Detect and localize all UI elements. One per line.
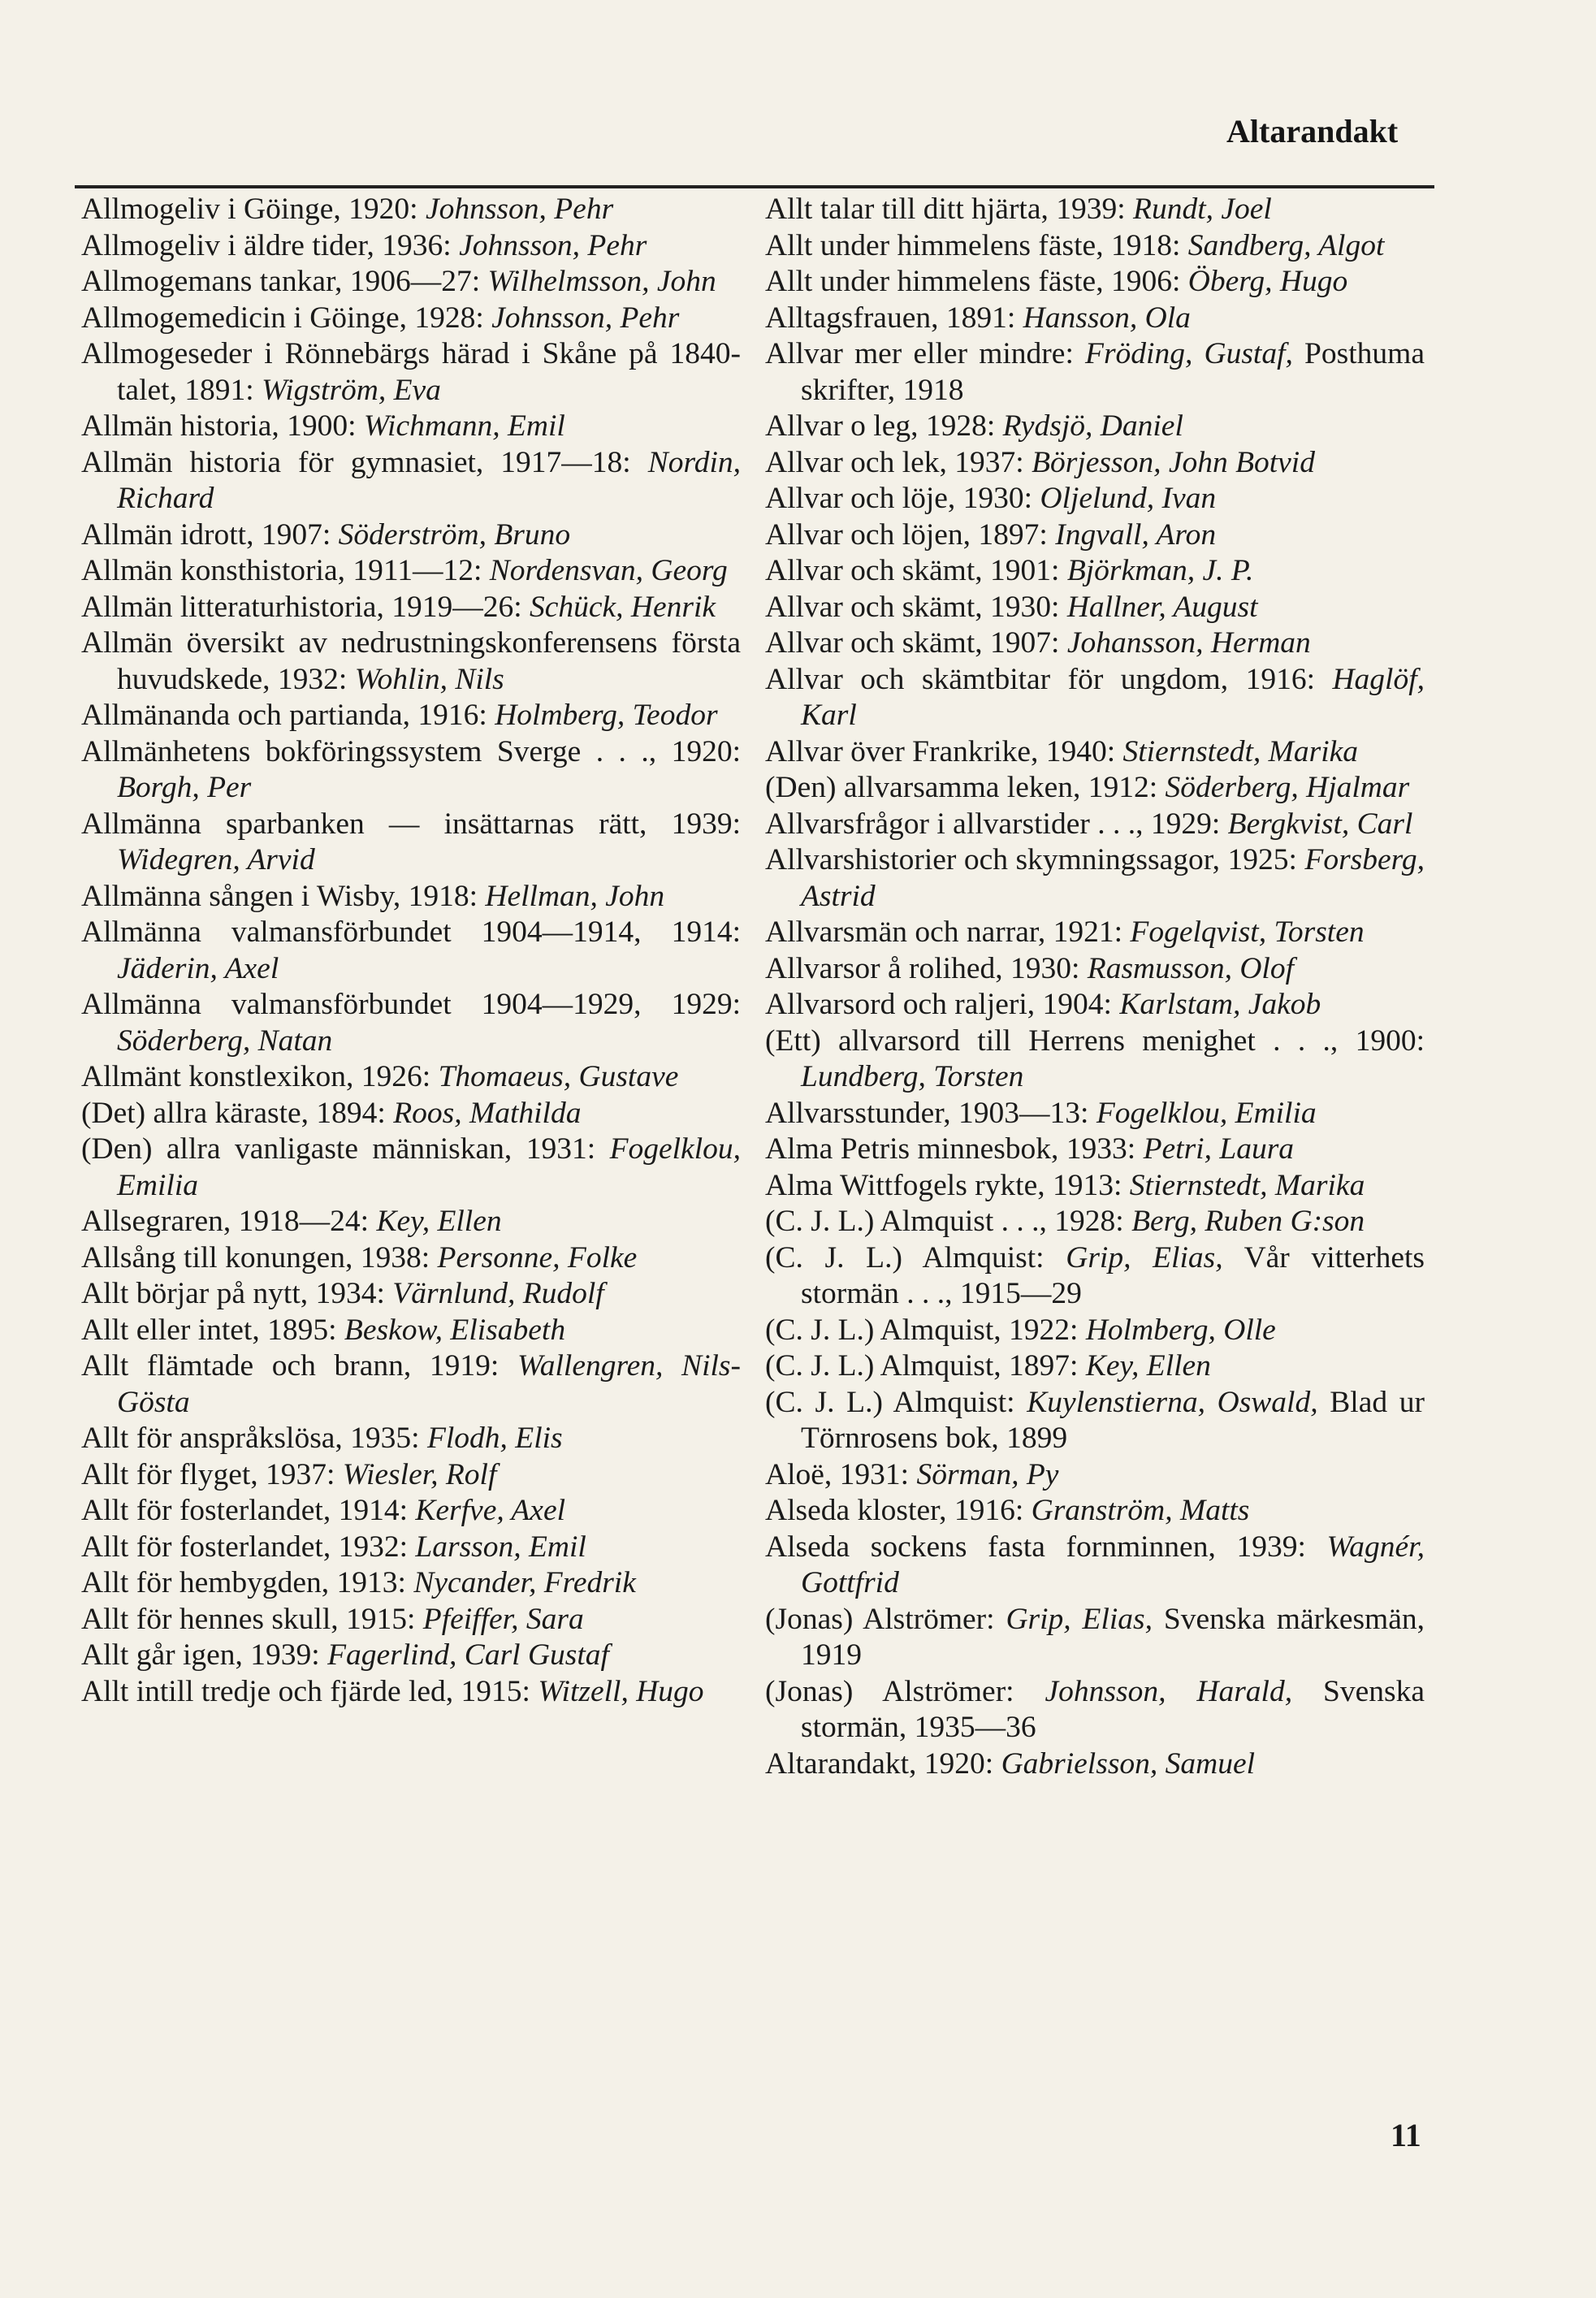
- index-entry: [765, 1674, 1425, 1746]
- entry-author: Rundt, Joel: [1133, 193, 1272, 226]
- entry-title: Allmän översikt av nedrustningskonferensens första huvudskede, 1932:: [81, 626, 741, 696]
- entry-author: Holmberg, Teodor: [495, 699, 718, 732]
- entry-title: Allvarsmän och narrar, 1921:: [765, 915, 1131, 949]
- entry-author: Karlstam, Jakob: [1119, 988, 1321, 1021]
- index-entry: [765, 590, 1425, 626]
- index-entry: [765, 553, 1425, 590]
- entry-remainder: Svenska märkesmän, 1919: [801, 1602, 1425, 1672]
- entry-author: Rydsjö, Daniel: [1002, 409, 1183, 443]
- entry-author: Söderström, Bruno: [338, 517, 571, 552]
- entry-author: Personne, Folke: [437, 1240, 638, 1275]
- index-entry: [765, 1385, 1425, 1457]
- index-entry: [81, 625, 741, 698]
- entry-title: (Jonas) Alströmer:: [765, 1602, 1006, 1636]
- index-entry: [81, 1565, 741, 1602]
- entry-title: (C. J. L.) Almquist, 1922:: [765, 1313, 1086, 1347]
- entry-title: Allmogemans tankar, 1906—27:: [81, 265, 488, 298]
- index-entry: [765, 842, 1425, 915]
- page-number: 11: [1391, 2117, 1421, 2153]
- index-entry: [765, 192, 1425, 228]
- entry-author: Stiernstedt, Marika: [1122, 734, 1359, 768]
- entry-author: Holmberg, Olle: [1085, 1313, 1276, 1347]
- entry-author: Berg, Ruben G:son: [1131, 1205, 1365, 1238]
- entry-title: Allmänna valmansförbundet 1904—1914, 1914:: [81, 915, 741, 949]
- entry-author: Sörman, Py: [916, 1457, 1059, 1491]
- entry-author: Wohlin, Nils: [354, 662, 504, 696]
- index-entry: [765, 1493, 1425, 1530]
- entry-title: Allvar och skämtbitar för ungdom, 1916:: [765, 662, 1333, 696]
- index-entry: [81, 1204, 741, 1240]
- entry-title: Allmänna valmansförbundet 1904—1929, 1929:: [81, 988, 741, 1021]
- entry-title: Allmänhetens bokföringssystem Sverge . . ., 1920:: [81, 734, 741, 768]
- entry-author: Wichmann, Emil: [363, 409, 565, 443]
- index-entry: [81, 517, 741, 554]
- entry-title: Allt talar till ditt hjärta, 1939:: [765, 193, 1134, 226]
- index-entry: [765, 662, 1425, 734]
- entry-title: Allt för hennes skull, 1915:: [81, 1602, 423, 1636]
- index-entry: [765, 807, 1425, 843]
- index-entry: [81, 1059, 741, 1096]
- entry-author: Lundberg, Torsten: [801, 1060, 1024, 1093]
- entry-title: Allt börjar på nytt, 1934:: [81, 1277, 393, 1310]
- entry-title: Alma Petris minnesbok, 1933:: [765, 1132, 1144, 1166]
- entry-author: Key, Ellen: [1085, 1349, 1211, 1383]
- right-column: [765, 192, 1425, 1782]
- entry-author: Rasmusson, Olof: [1087, 951, 1294, 985]
- entry-author: Borgh, Per: [117, 771, 252, 804]
- header-rule: [75, 185, 1434, 188]
- entry-title: Allt intill tredje och fjärde led, 1915:: [81, 1674, 538, 1708]
- entry-author: Forsberg, Astrid: [801, 843, 1425, 913]
- entry-author: Roos, Mathilda: [393, 1096, 582, 1130]
- index-entry: [81, 734, 741, 807]
- index-entry: [765, 1023, 1425, 1096]
- entry-title: Allmän historia, 1900:: [81, 409, 364, 443]
- entry-title: Allmän konsthistoria, 1911—12:: [81, 554, 490, 587]
- entry-title: (C. J. L.) Almquist, 1897:: [765, 1349, 1086, 1383]
- entry-title: Allvar och skämt, 1901:: [765, 554, 1067, 587]
- entry-author: Wiesler, Rolf: [342, 1457, 497, 1491]
- index-entry: [765, 987, 1425, 1023]
- index-entry: [81, 915, 741, 987]
- index-entry: [765, 1313, 1425, 1349]
- entry-author: Widegren, Arvid: [117, 843, 315, 876]
- entry-author: Larsson, Emil: [415, 1530, 586, 1564]
- entry-author: Jäderin, Axel: [117, 951, 279, 985]
- entry-title: Allt under himmelens fäste, 1906:: [765, 265, 1188, 298]
- index-entry: [81, 1674, 741, 1711]
- entry-title: Allmänt konstlexikon, 1926:: [81, 1060, 439, 1093]
- index-entry: [81, 336, 741, 409]
- index-entry: [81, 409, 741, 445]
- entry-author: Grip, Elias,: [1066, 1240, 1223, 1275]
- entry-author: Wigström, Eva: [262, 373, 441, 407]
- index-entry: [765, 517, 1425, 554]
- entry-author: Wilhelmsson, John: [487, 265, 716, 298]
- entry-title: (Jonas) Alströmer:: [765, 1674, 1045, 1708]
- entry-title: Allvar och skämt, 1907:: [765, 626, 1067, 660]
- index-entry: [81, 1493, 741, 1530]
- index-entry: [765, 1204, 1425, 1240]
- entry-title: (Den) allra vanligaste människan, 1931:: [81, 1132, 610, 1166]
- entry-title: Allsång till konungen, 1938:: [81, 1240, 438, 1275]
- entry-author: Gabrielsson, Samuel: [1001, 1746, 1256, 1781]
- entry-title: Allmänna sången i Wisby, 1918:: [81, 879, 486, 913]
- index-entry: [765, 301, 1425, 337]
- index-entry: [765, 1096, 1425, 1132]
- index-entry: [765, 951, 1425, 988]
- running-head: Altarandakt: [1226, 113, 1399, 149]
- entry-author: Värnlund, Rudolf: [392, 1277, 604, 1310]
- entry-title: Altarandakt, 1920:: [765, 1746, 1001, 1781]
- entry-author: Kerfve, Axel: [415, 1494, 566, 1527]
- entry-title: (C. J. L.) Almquist:: [765, 1385, 1027, 1419]
- entry-title: (Det) allra käraste, 1894:: [81, 1096, 394, 1130]
- entry-title: Alseda kloster, 1916:: [765, 1494, 1032, 1527]
- entry-title: Allvarshistorier och skymningssagor, 1925:: [765, 843, 1305, 876]
- entry-author: Öberg, Hugo: [1187, 265, 1348, 298]
- entry-title: Allvarsstunder, 1903—13:: [765, 1096, 1096, 1130]
- entry-author: Beskow, Elisabeth: [344, 1313, 566, 1347]
- entry-author: Johansson, Herman: [1066, 626, 1311, 660]
- index-entry: [765, 409, 1425, 445]
- entry-author: Nordensvan, Georg: [489, 554, 728, 587]
- index-entry: [765, 445, 1425, 482]
- index-entry: [81, 445, 741, 517]
- entry-author: Wallengren, Nils-Gösta: [117, 1349, 741, 1419]
- entry-remainder: Vår vitterhets stormän . . ., 1915—29: [801, 1240, 1425, 1310]
- entry-title: Allt under himmelens fäste, 1918:: [765, 228, 1188, 262]
- entry-title: Aloë, 1931:: [765, 1457, 917, 1491]
- entry-author: Oljelund, Ivan: [1040, 482, 1217, 515]
- entry-author: Hansson, Ola: [1023, 301, 1191, 335]
- entry-title: Allvar och löjen, 1897:: [765, 517, 1056, 552]
- entry-author: Johnsson, Pehr: [491, 301, 680, 335]
- entry-title: Allt för fosterlandet, 1914:: [81, 1494, 416, 1527]
- entry-author: Fogelqvist, Torsten: [1130, 915, 1365, 949]
- entry-author: Schück, Henrik: [530, 590, 716, 624]
- entry-author: Sandberg, Algot: [1187, 228, 1385, 262]
- index-entry: [81, 879, 741, 915]
- index-entry: [765, 481, 1425, 517]
- entry-title: Allvar och lek, 1937:: [765, 445, 1032, 479]
- index-entry: [81, 264, 741, 301]
- entry-author: Johnsson, Pehr: [459, 228, 647, 262]
- entry-author: Bergkvist, Carl: [1227, 807, 1413, 841]
- entry-author: Flodh, Elis: [426, 1422, 563, 1455]
- entry-author: Grip, Elias,: [1006, 1602, 1153, 1636]
- index-entry: [765, 336, 1425, 409]
- entry-title: Allmogeseder i Rönnebärgs härad i Skåne på 1840-talet, 1891:: [81, 337, 741, 407]
- entry-author: Haglöf, Karl: [801, 662, 1425, 732]
- index-entry: [765, 1746, 1425, 1783]
- index-entry: [81, 987, 741, 1059]
- entry-title: Allmogeliv i Göinge, 1920:: [81, 193, 426, 226]
- entry-title: Allvarsord och raljeri, 1904:: [765, 988, 1120, 1021]
- index-entry: [81, 1638, 741, 1674]
- entry-title: Alltagsfrauen, 1891:: [765, 301, 1023, 335]
- entry-author: Söderberg, Natan: [117, 1023, 333, 1058]
- index-entry: [765, 228, 1425, 265]
- entry-author: Nordin, Richard: [117, 445, 741, 515]
- entry-author: Thomaeus, Gustave: [438, 1060, 679, 1093]
- entry-title: Allmänanda och partianda, 1916:: [81, 699, 495, 732]
- entry-author: Key, Ellen: [376, 1205, 502, 1238]
- index-entry: [81, 553, 741, 590]
- entry-title: Alseda sockens fasta fornminnen, 1939:: [765, 1530, 1327, 1564]
- entry-title: Allt flämtade och brann, 1919:: [81, 1349, 517, 1383]
- index-entry: [81, 1096, 741, 1132]
- index-entry: [81, 301, 741, 337]
- entry-title: Allt för flyget, 1937:: [81, 1457, 343, 1491]
- entry-author: Fogelklou, Emilia: [117, 1132, 741, 1202]
- entry-author: Hallner, August: [1066, 590, 1258, 624]
- index-entry: [81, 1602, 741, 1638]
- entry-title: Allt för fosterlandet, 1932:: [81, 1530, 416, 1564]
- entry-author: Johnsson, Harald,: [1045, 1674, 1293, 1708]
- index-entry: [765, 1348, 1425, 1385]
- entry-title: Allvarsor å rolihed, 1930:: [765, 951, 1088, 985]
- entry-title: Allmogeliv i äldre tider, 1936:: [81, 228, 460, 262]
- entry-author: Fröding, Gustaf,: [1085, 337, 1293, 370]
- index-entry: [81, 698, 741, 734]
- index-entry: [765, 1530, 1425, 1602]
- entry-title: (Den) allvarsamma leken, 1912:: [765, 771, 1166, 804]
- index-entry: [81, 1530, 741, 1566]
- entry-title: Allsegraren, 1918—24:: [81, 1205, 377, 1238]
- entry-author: Hellman, John: [485, 879, 665, 913]
- entry-author: Ingvall, Aron: [1055, 517, 1217, 552]
- entry-title: Allt går igen, 1939:: [81, 1638, 328, 1672]
- index-entry: [765, 1240, 1425, 1313]
- entry-title: Allt för hembygden, 1913:: [81, 1566, 414, 1599]
- index-entry: [765, 734, 1425, 771]
- index-entry: [81, 1276, 741, 1313]
- entry-author: Pfeiffer, Sara: [422, 1602, 584, 1636]
- entry-title: Allvar o leg, 1928:: [765, 409, 1003, 443]
- entry-title: Allvar mer eller mindre:: [765, 337, 1086, 370]
- entry-author: Björkman, J. P.: [1066, 554, 1254, 587]
- index-entry: [81, 1240, 741, 1277]
- entry-author: Söderberg, Hjalmar: [1165, 771, 1410, 804]
- entry-author: Johnsson, Pehr: [425, 193, 614, 226]
- index-entry: [81, 228, 741, 265]
- entry-title: Allvarsfrågor i allvarstider . . ., 1929:: [765, 807, 1228, 841]
- index-entry: [765, 1132, 1425, 1168]
- index-entry: [81, 807, 741, 879]
- index-entry: [765, 1457, 1425, 1494]
- entry-title: Allmän idrott, 1907:: [81, 517, 339, 552]
- entry-remainder: Blad ur Törnrosens bok, 1899: [801, 1385, 1425, 1455]
- entry-title: Allt eller intet, 1895:: [81, 1313, 344, 1347]
- entry-title: Alma Wittfogels rykte, 1913:: [765, 1168, 1130, 1202]
- index-entry: [81, 1132, 741, 1204]
- index-entry: [765, 1168, 1425, 1205]
- entry-title: Allmän litteraturhistoria, 1919—26:: [81, 590, 530, 624]
- index-entry: [765, 625, 1425, 662]
- entry-title: Allvar och skämt, 1930:: [765, 590, 1067, 624]
- left-column: [81, 192, 741, 1710]
- entry-author: Nycander, Fredrik: [413, 1566, 636, 1599]
- entry-author: Granström, Matts: [1031, 1494, 1250, 1527]
- index-entry: [81, 1313, 741, 1349]
- entry-author: Börjesson, John Botvid: [1032, 445, 1315, 479]
- entry-author: Kuylenstierna, Oswald,: [1027, 1385, 1318, 1419]
- index-entry: [81, 1348, 741, 1421]
- entry-remainder: Posthuma skrifter, 1918: [801, 337, 1425, 407]
- index-entry: [81, 1421, 741, 1457]
- entry-title: (C. J. L.) Almquist:: [765, 1240, 1066, 1275]
- entry-author: Witzell, Hugo: [538, 1674, 704, 1708]
- entry-author: Wagnér, Gottfrid: [801, 1530, 1425, 1599]
- entry-title: Allmänna sparbanken — insättarnas rätt, 1939:: [81, 807, 741, 841]
- index-entry: [765, 770, 1425, 807]
- index-entry: [81, 590, 741, 626]
- entry-author: Petri, Laura: [1143, 1132, 1295, 1166]
- entry-author: Stiernstedt, Marika: [1129, 1168, 1365, 1202]
- index-entry: [81, 1457, 741, 1494]
- index-entry: [765, 1602, 1425, 1674]
- entry-title: Allvar och löje, 1930:: [765, 482, 1040, 515]
- entry-title: Allvar över Frankrike, 1940:: [765, 734, 1123, 768]
- entry-title: Allmogemedicin i Göinge, 1928:: [81, 301, 492, 335]
- entry-remainder: Svenska stormän, 1935—36: [801, 1674, 1425, 1744]
- entry-author: Fogelklou, Emilia: [1096, 1096, 1317, 1130]
- entry-title: (C. J. L.) Almquist . . ., 1928:: [765, 1205, 1132, 1238]
- entry-author: Fagerlind, Carl Gustaf: [327, 1638, 609, 1672]
- index-entry: [765, 915, 1425, 951]
- index-entry: [765, 264, 1425, 301]
- entry-title: Allmän historia för gymnasiet, 1917—18:: [81, 445, 648, 479]
- index-entry: [81, 192, 741, 228]
- entry-title: (Ett) allvarsord till Herrens menighet . . ., 1900:: [765, 1023, 1425, 1058]
- entry-title: Allt för anspråkslösa, 1935:: [81, 1422, 427, 1455]
